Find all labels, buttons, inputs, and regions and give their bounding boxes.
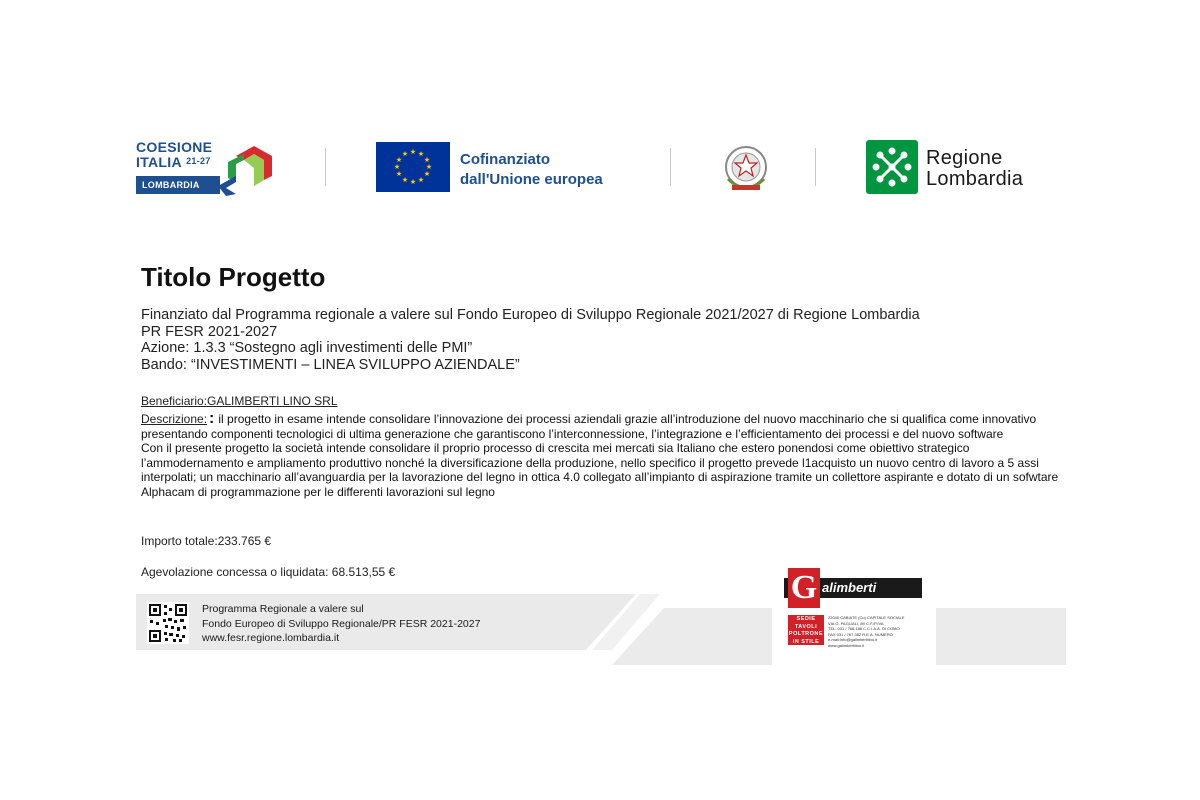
- svg-text:★: ★: [423, 170, 431, 178]
- footer-website-link[interactable]: www.fesr.regione.lombardia.it: [202, 632, 340, 644]
- company-contact-info: 22040 CABIATE (Co) CAPITALE SOCIALE VIA G. PAGLIALI, 89 C.F./P.IVA TEL. 031 / 766.188 C.C.I.A.A. DI COMO FAX 031 / 767.382 R.E.A. NUMERO e-mail:info@galimbertilino.it www.galimbertilino.it: [828, 615, 905, 648]
- galimberti-company-stamp: [782, 566, 922, 666]
- company-tagline: SEDIE TAVOLI POLTRONE IN STILE: [788, 616, 824, 645]
- beneficiary: Beneficiario:GALIMBERTI LINO SRL: [141, 394, 338, 408]
- coesione-line2: ITALIA $^{21-27}$: [136, 154, 211, 170]
- footer-line-2: Fondo Europeo di Sviluppo Regionale/PR FESR 2021-2027: [202, 617, 481, 630]
- description-paragraph-1: il progetto in esame intende consolidare l’innovazione dei processi aziendali grazie all’introduzione del nuovo macchinario che si qualifica come innovativo presentando componenti tecnologici di ultima generazione che garantiscono l’interconnessione, l’integrazione e l’efficientamento dei processi e del nuovo software: [141, 412, 1037, 441]
- svg-text:★: ★: [401, 176, 409, 184]
- bando-line: Bando: “INVESTIMENTI – LINEA SVILUPPO AZIENDALE”: [141, 356, 520, 373]
- granted-amount: Agevolazione concessa o liquidata: 68.513,55 €: [141, 565, 396, 579]
- qr-code-icon: [147, 602, 189, 644]
- svg-text:★: ★: [417, 176, 425, 184]
- description-label: Descrizione:: [141, 412, 208, 426]
- svg-text:★: ★: [423, 156, 431, 164]
- coesione-line1: COESIONE: [136, 139, 213, 155]
- program-line: PR FESR 2021-2027: [141, 323, 278, 340]
- total-amount: Importo totale:233.765 €: [141, 534, 272, 548]
- svg-text:★: ★: [409, 178, 417, 186]
- project-title: Titolo Progetto: [141, 262, 326, 292]
- funding-line: Finanziato dal Programma regionale a valere sul Fondo Europeo di Sviluppo Regionale 2021/2027 di Regione Lombardia: [141, 307, 920, 323]
- footer-program-text: [202, 602, 480, 646]
- company-logo-letter: G: [788, 568, 820, 608]
- azione-line: Azione: 1.3.3 “Sostegno agli investimenti delle PMI”: [141, 340, 473, 356]
- eu-text: Cofinanziato dall'Unione europea: [460, 151, 603, 188]
- description-paragraph-2: Con il presente progetto la società intende consolidare il proprio processo di crescita mei mercati sia Italiano che estero ponendosi come obiettivo strategico l’ammodernamento e ampliamento produttivo nonché la diversificazione della produzione, nello specifico il progetto prevede l1acquisto un nuovo centro di lavoro a 5 assi interpolati; un macchinario all’avanguardia per la lavorazione del legno in ottica 4.0 collegato all’impianto di aspirazione tramite un collettore aspirante e dotato di un sofwtare Alphacam di programmazione per le differenti lavorazioni sul legno: [141, 441, 1059, 499]
- svg-text:★: ★: [409, 148, 417, 156]
- svg-text:★: ★: [393, 163, 401, 171]
- regione-text: Regione Lombardia: [926, 147, 1024, 190]
- footer-line-1: Programma Regionale a valere sul: [202, 603, 364, 615]
- svg-text:★: ★: [395, 170, 403, 178]
- svg-text:★: ★: [417, 150, 425, 158]
- svg-text:★: ★: [425, 163, 433, 171]
- description-colon: :: [209, 410, 215, 427]
- company-name-bar: alimberti Lino s.r.l.: [784, 578, 922, 598]
- svg-text:★: ★: [401, 150, 409, 158]
- svg-text:★: ★: [395, 156, 403, 164]
- coesione-region-bar: LOMBARDIA: [136, 176, 220, 194]
